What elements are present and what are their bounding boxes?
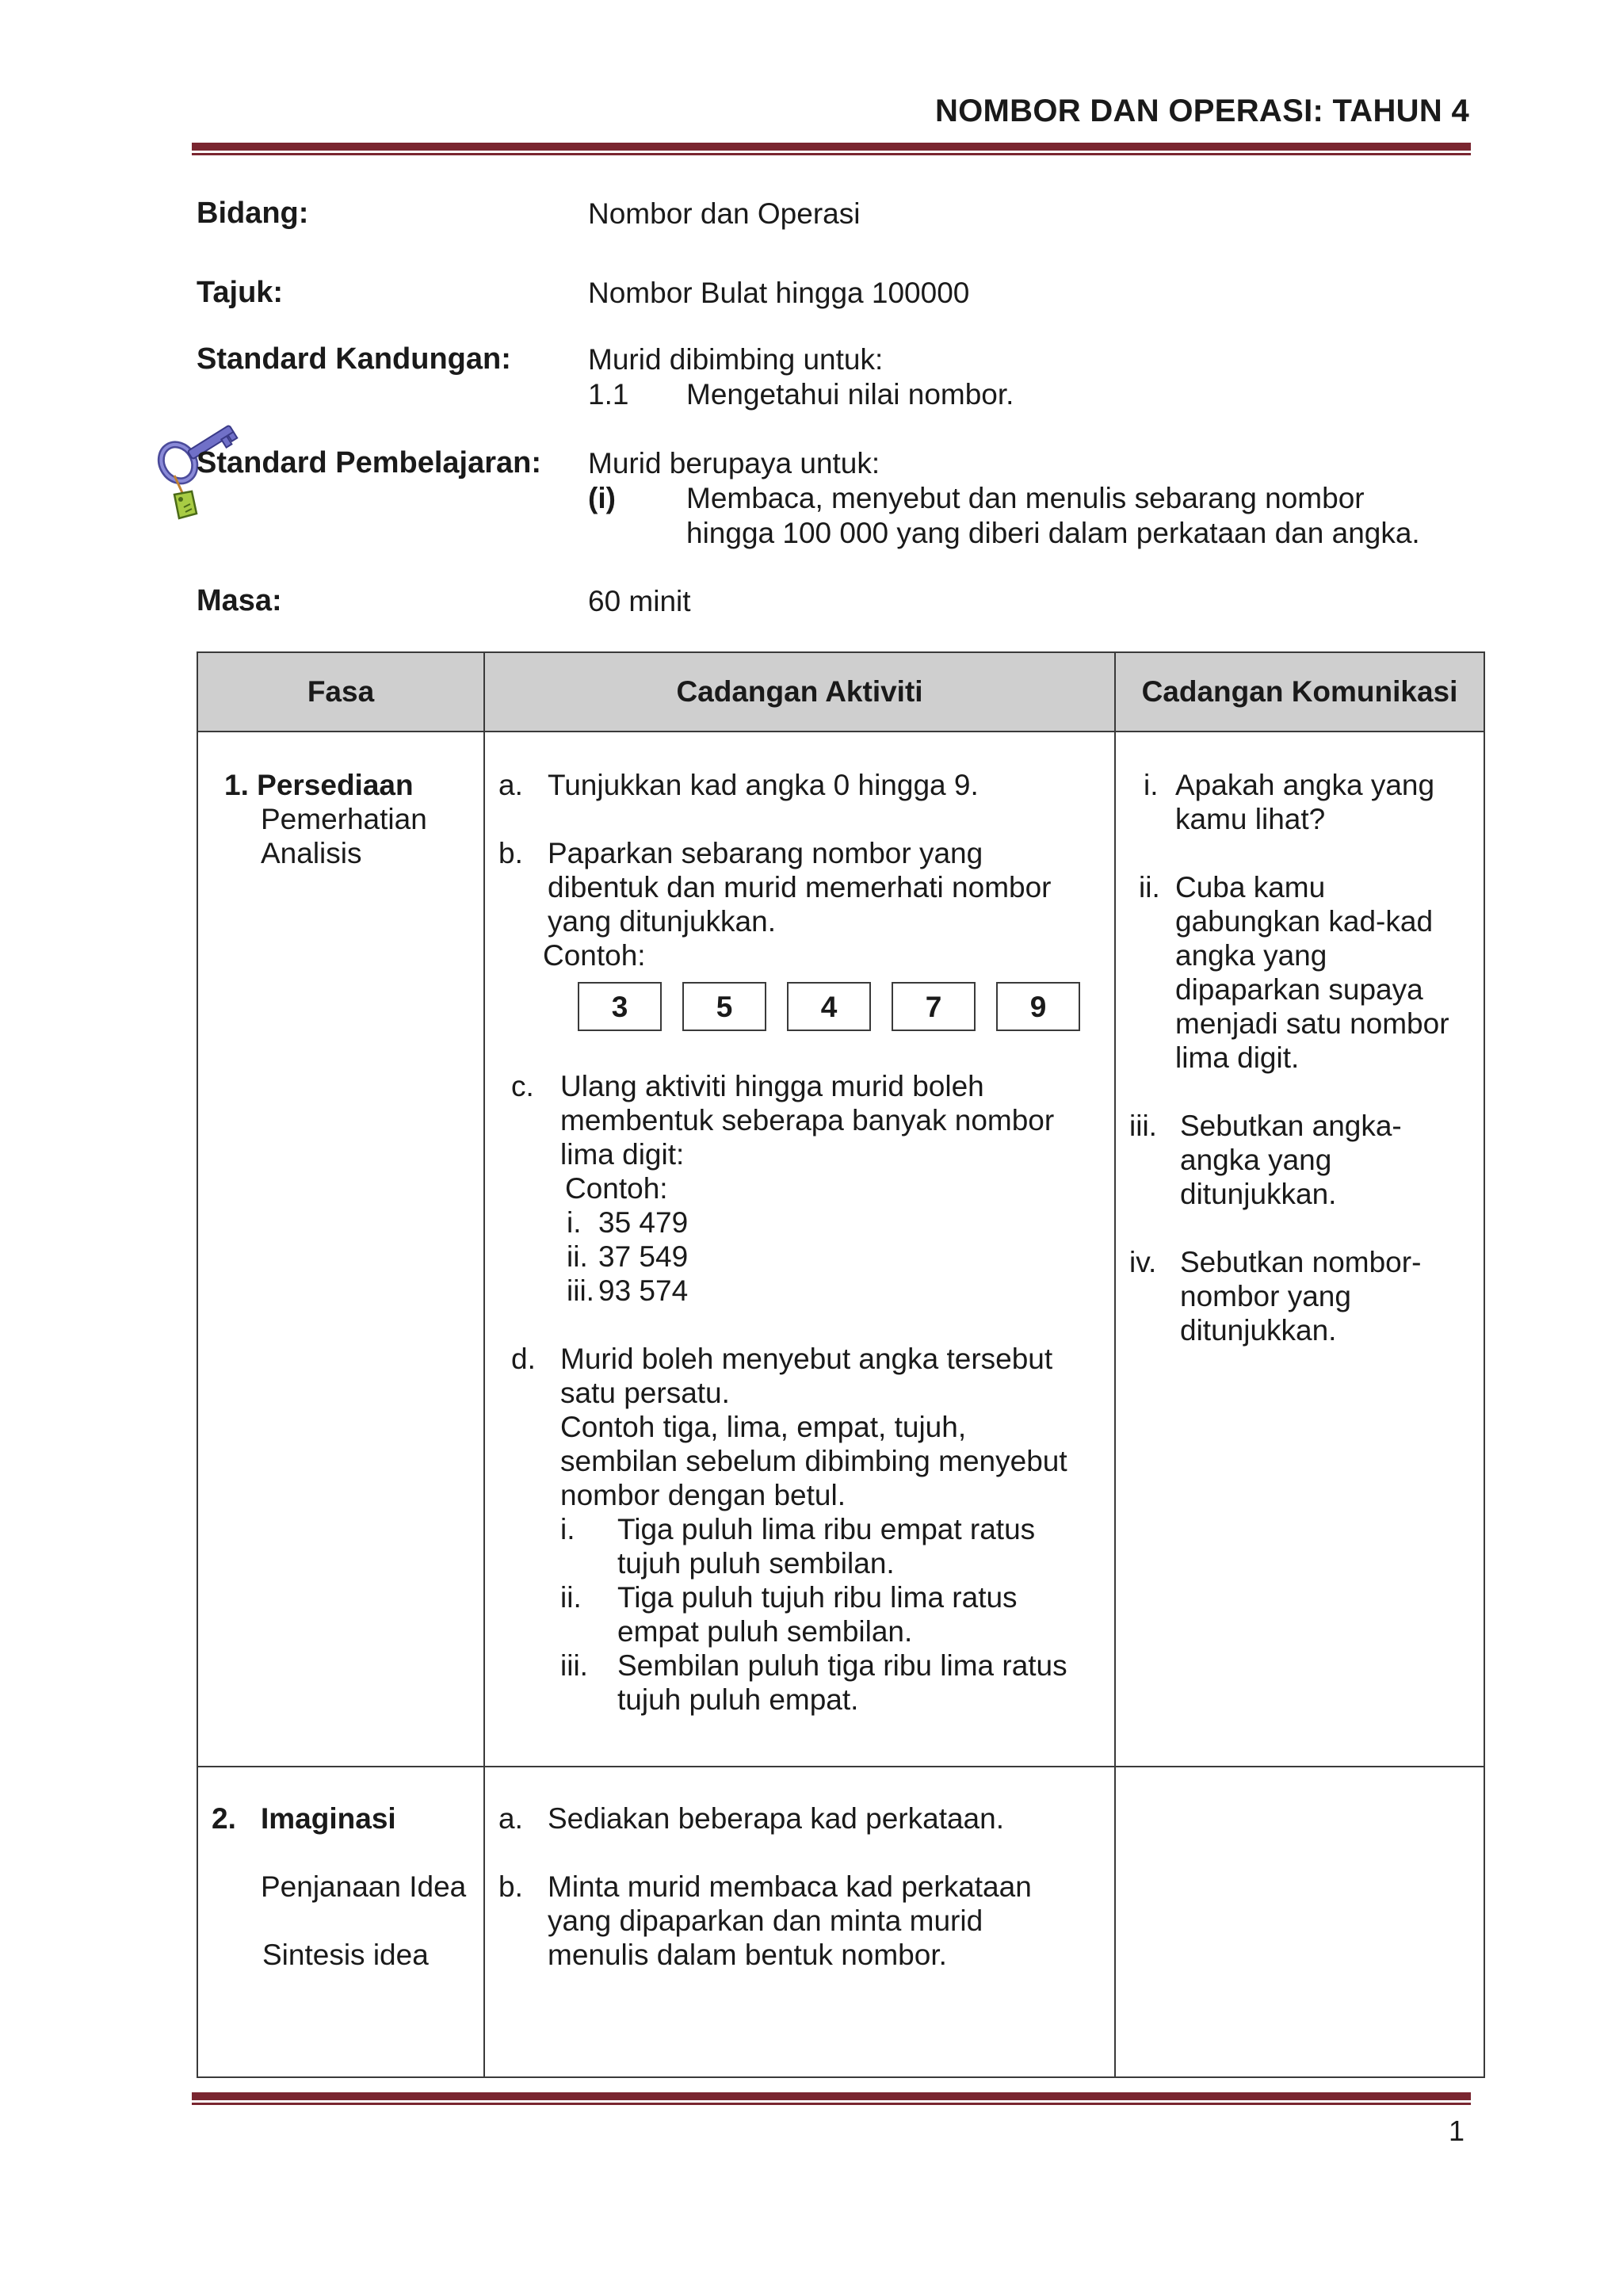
tajuk-value: Nombor Bulat hingga 100000 [588,277,970,309]
list-item: ii. Cuba kamu gabungkan kad-kad angka yang dipaparkan supaya menjadi satu nombor lima digit. [1139,871,1449,1074]
aktiviti-cell [484,732,1115,1767]
list-item: b. Paparkan sebarang nombor yang dibentuk dan murid memerhati nombor yang ditunjukkan. Contoh: [498,837,1052,972]
bidang-label: Bidang: [197,197,309,230]
lesson-table [197,651,1485,2078]
footer-rule [192,2092,1471,2105]
page-header-title: NOMBOR DAN OPERASI: TAHUN 4 [934,94,1469,128]
sp-intro: Murid berupaya untuk: [588,447,880,479]
header-fasa: Fasa [197,652,484,732]
list-item: iii. Sebutkan angka- angka yang ditunjukkan. [1129,1110,1402,1210]
number-card: 3 [578,982,662,1031]
number-card: 5 [682,982,766,1031]
list-item: a. Tunjukkan kad angka 0 hingga 9. [498,769,979,801]
list-item: d. Murid boleh menyebut angka tersebut satu persatu. Contoh tiga, lima, empat, tujuh, sembilan sebelum dibimbing menyebut nombor dengan betul. i. Tiga puluh lima ribu empat ratus tujuh puluh sembilan. ii. Tiga puluh tujuh ribu lima ratus empat puluh sembilan. iii. Sembilan puluh tiga ribu lima ratus tujuh puluh empat. [511,1343,1067,1716]
komunikasi-cell [1115,732,1484,1767]
standard-pembelajaran-value [588,446,1420,551]
fasa-sub: Pemerhatian [261,803,427,835]
header-cadangan-komunikasi: Cadangan Komunikasi [1115,652,1484,732]
sp-number: (i) [588,482,616,514]
sk-text: Mengetahui nilai nombor. [686,378,1014,411]
fasa-title: Imaginasi [261,1802,396,1835]
fasa-cell [197,732,484,1767]
contoh-label: Contoh: [543,939,646,972]
tajuk-label: Tajuk: [197,276,284,309]
masa-label: Masa: [197,584,282,617]
aktiviti-cell [484,1767,1115,2077]
page-number: 1 [1448,2115,1465,2147]
fasa-sub: Penjanaan Idea [261,1870,467,1903]
fasa-sub: Sintesis idea [262,1939,429,1971]
masa-value: 60 minit [588,585,691,617]
standard-kandungan-label: Standard Kandungan: [197,342,511,376]
sk-number: 1.1 [588,378,629,411]
list-item: c. Ulang aktiviti hingga murid boleh membentuk seberapa banyak nombor lima digit: Contoh: i. 35 479 ii. 37 549 iii. 93 574 [511,1070,1055,1307]
number-card: 7 [892,982,976,1031]
table-row [197,1767,1484,2077]
fasa-number: 2. [212,1802,236,1835]
list-item: i. Apakah angka yang kamu lihat? [1144,769,1435,835]
number-card: 4 [787,982,871,1031]
fasa-cell [197,1767,484,2077]
fasa-title: 1. Persediaan [224,769,414,801]
list-item: a. Sediakan beberapa kad perkataan. [498,1802,1004,1835]
bidang-value: Nombor dan Operasi [588,197,861,230]
komunikasi-cell [1115,1767,1484,2077]
header-rule [192,143,1471,155]
fasa-sub: Analisis [261,837,362,869]
number-card: 9 [996,982,1080,1031]
list-item: b. Minta murid membaca kad perkataan yang dipaparkan dan minta murid menulis dalam bentuk nombor. [498,1870,1032,1971]
sp-text-2: hingga 100 000 yang diberi dalam perkataan dan angka. [686,517,1420,549]
standard-kandungan-value [588,342,1014,412]
sk-intro: Murid dibimbing untuk: [588,343,884,376]
list-item: iv. Sebutkan nombor- nombor yang ditunjukkan. [1129,1246,1422,1347]
table-row [197,732,1484,1767]
header-cadangan-aktiviti: Cadangan Aktiviti [484,652,1115,732]
number-cards [578,982,1113,1031]
sp-text-1: Membaca, menyebut dan menulis sebarang nombor [686,482,1365,514]
standard-pembelajaran-label: Standard Pembelajaran: [197,446,542,479]
